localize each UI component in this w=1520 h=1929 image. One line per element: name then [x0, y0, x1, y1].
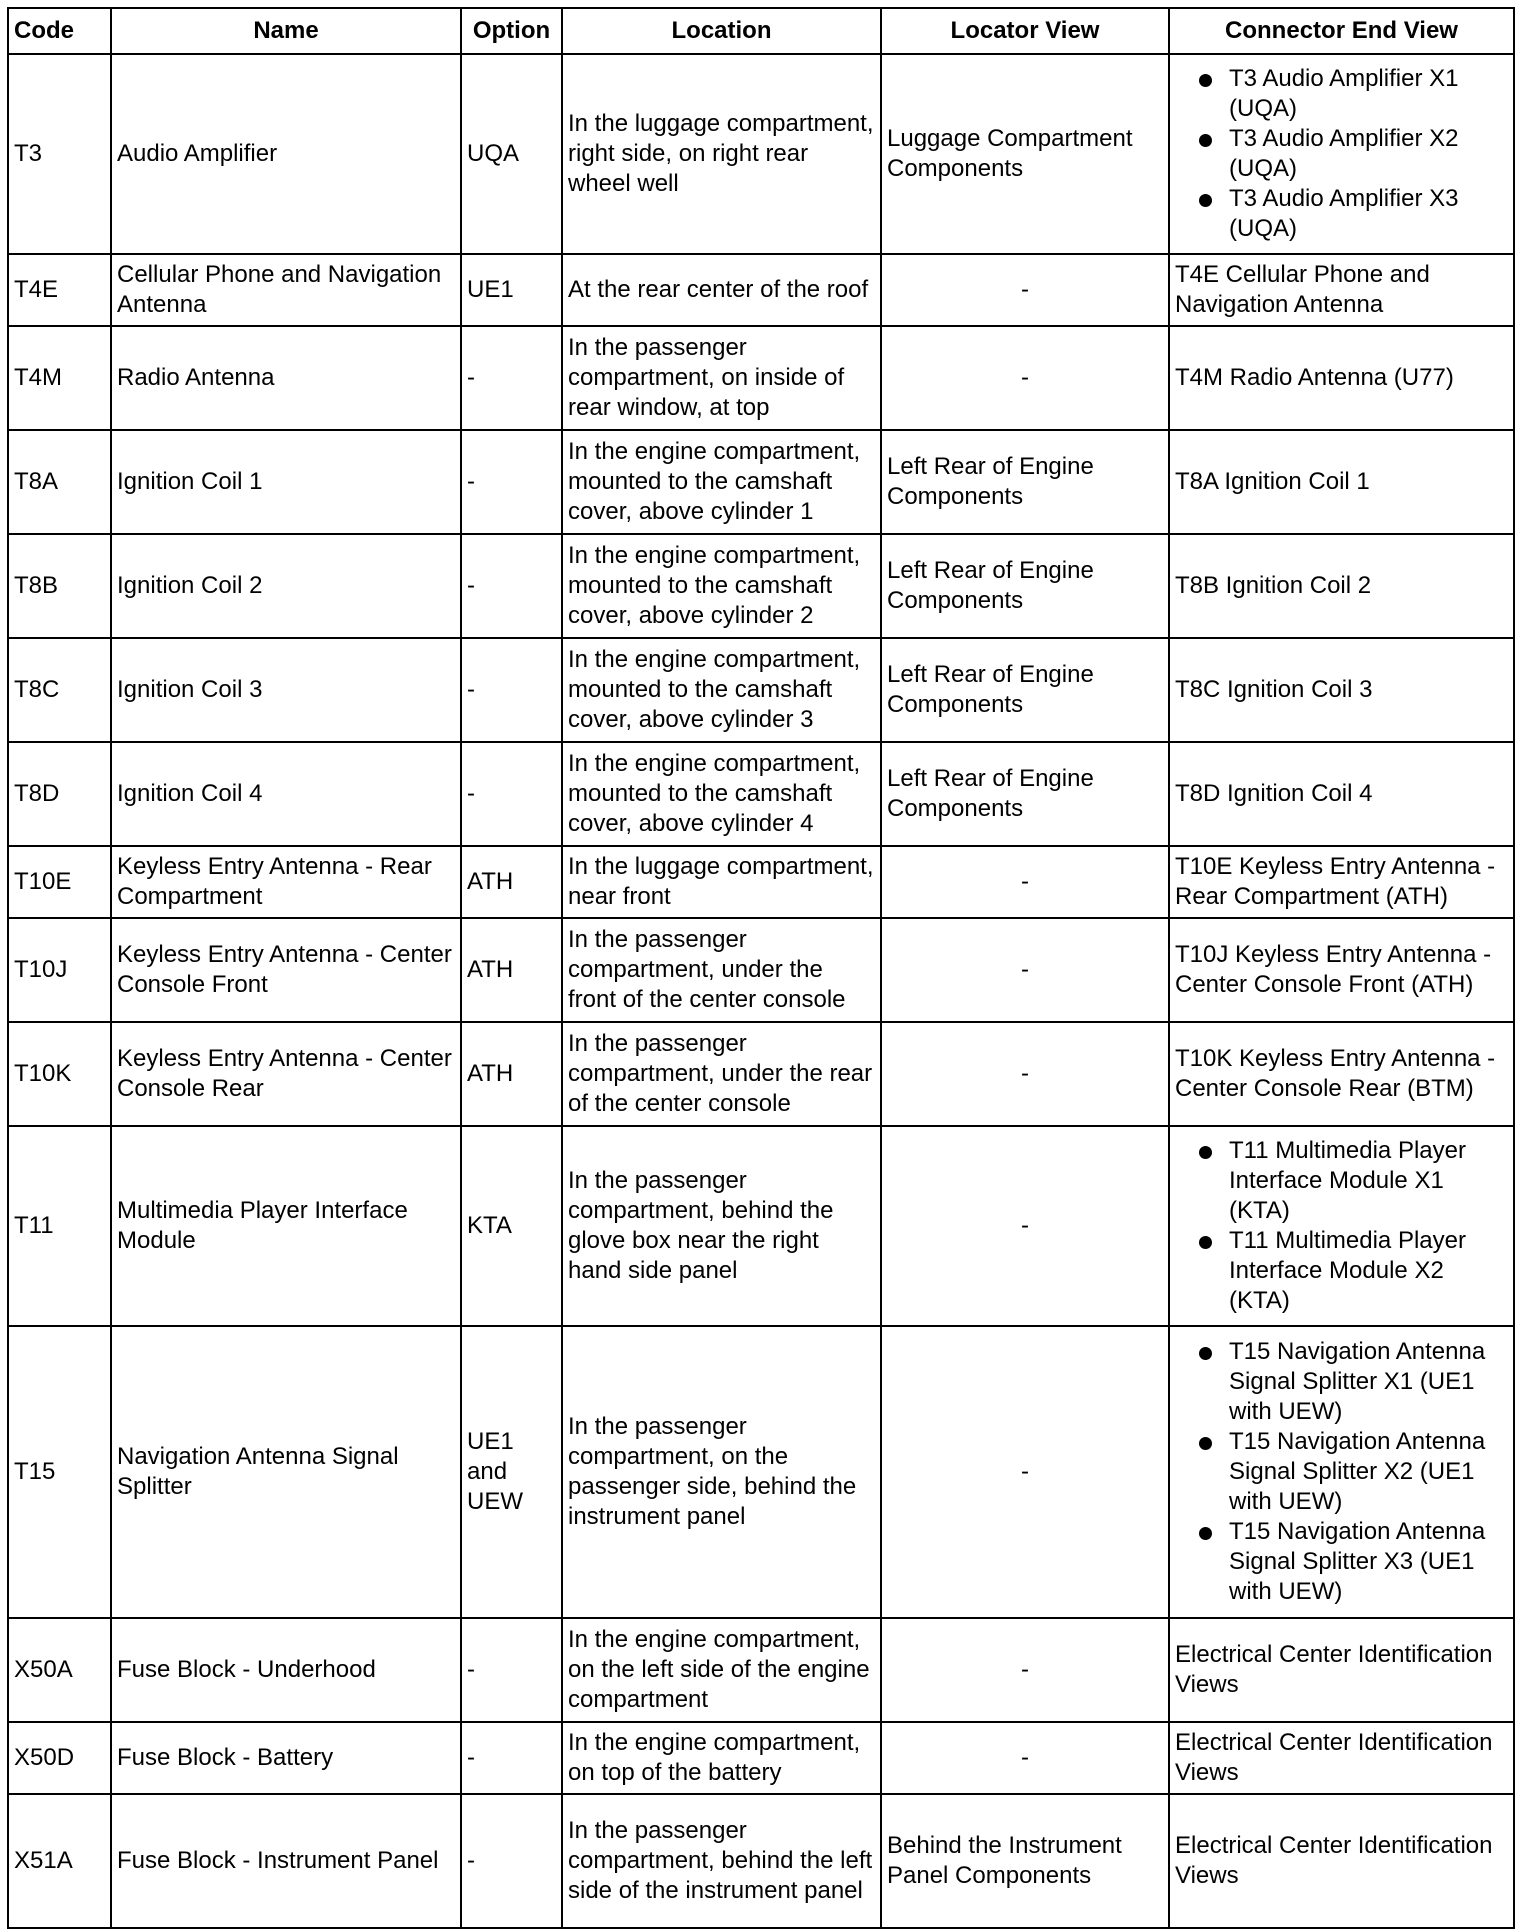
- cell-location: In the engine compartment, mounted to the camshaft cover, above cylinder 3: [562, 638, 881, 742]
- header-row: [8, 8, 1514, 54]
- connector-list-item: T3 Audio Amplifier X1 (UQA): [1175, 64, 1508, 124]
- cell-locator-view: -: [881, 1722, 1169, 1794]
- cell-locator-view: -: [881, 846, 1169, 918]
- cell-name: Cellular Phone and Navigation Antenna: [111, 254, 461, 326]
- connector-list-item: T15 Navigation Antenna Signal Splitter X2 (UE1 with UEW): [1175, 1427, 1508, 1517]
- cell-locator-view: -: [881, 254, 1169, 326]
- cell-location: In the engine compartment, on top of the battery: [562, 1722, 881, 1794]
- cell-name: Navigation Antenna Signal Splitter: [111, 1326, 461, 1618]
- connector-list-item: T3 Audio Amplifier X3 (UQA): [1175, 184, 1508, 244]
- cell-connector-end-view: Electrical Center Identification Views: [1169, 1794, 1514, 1928]
- table-row: [8, 1326, 1514, 1618]
- table-row: [8, 1794, 1514, 1928]
- cell-locator-view: -: [881, 1618, 1169, 1722]
- header-locator-view: Locator View: [881, 8, 1169, 54]
- cell-location: At the rear center of the roof: [562, 254, 881, 326]
- cell-locator-view: Behind the Instrument Panel Components: [881, 1794, 1169, 1928]
- cell-connector-end-view: T4E Cellular Phone and Navigation Antenna: [1169, 254, 1514, 326]
- cell-code: T10K: [8, 1022, 111, 1126]
- cell-locator-view: Left Rear of Engine Components: [881, 742, 1169, 846]
- cell-connector-end-view: Electrical Center Identification Views: [1169, 1618, 1514, 1722]
- cell-connector-end-view: T8A Ignition Coil 1: [1169, 430, 1514, 534]
- cell-locator-view: -: [881, 918, 1169, 1022]
- cell-code: T15: [8, 1326, 111, 1618]
- cell-connector-end-view: T10J Keyless Entry Antenna - Center Console Front (ATH): [1169, 918, 1514, 1022]
- cell-location: In the luggage compartment, near front: [562, 846, 881, 918]
- cell-location: In the passenger compartment, on inside of rear window, at top: [562, 326, 881, 430]
- cell-connector-end-view: T10K Keyless Entry Antenna - Center Console Rear (BTM): [1169, 1022, 1514, 1126]
- cell-name: Audio Amplifier: [111, 54, 461, 254]
- table-row: [8, 846, 1514, 918]
- cell-code: T8B: [8, 534, 111, 638]
- component-table-container: [7, 7, 1513, 1929]
- table-row: [8, 638, 1514, 742]
- table-row: [8, 1022, 1514, 1126]
- cell-option: -: [461, 1794, 562, 1928]
- cell-location: In the passenger compartment, on the passenger side, behind the instrument panel: [562, 1326, 881, 1618]
- cell-connector-end-view: [1169, 1126, 1514, 1326]
- cell-locator-view: Luggage Compartment Components: [881, 54, 1169, 254]
- header-option: Option: [461, 8, 562, 54]
- cell-code: T8D: [8, 742, 111, 846]
- cell-option: -: [461, 1618, 562, 1722]
- cell-option: UE1 and UEW: [461, 1326, 562, 1618]
- cell-option: KTA: [461, 1126, 562, 1326]
- cell-option: -: [461, 742, 562, 846]
- cell-code: T10J: [8, 918, 111, 1022]
- cell-code: T10E: [8, 846, 111, 918]
- cell-location: In the passenger compartment, under the front of the center console: [562, 918, 881, 1022]
- cell-locator-view: Left Rear of Engine Components: [881, 430, 1169, 534]
- cell-code: T4E: [8, 254, 111, 326]
- cell-code: X51A: [8, 1794, 111, 1928]
- connector-list-item: T11 Multimedia Player Interface Module X2 (KTA): [1175, 1226, 1508, 1316]
- table-row: [8, 254, 1514, 326]
- cell-code: T8A: [8, 430, 111, 534]
- cell-name: Ignition Coil 1: [111, 430, 461, 534]
- cell-connector-end-view: T4M Radio Antenna (U77): [1169, 326, 1514, 430]
- header-location: Location: [562, 8, 881, 54]
- cell-connector-end-view: T8C Ignition Coil 3: [1169, 638, 1514, 742]
- cell-option: -: [461, 638, 562, 742]
- cell-connector-end-view: T8D Ignition Coil 4: [1169, 742, 1514, 846]
- cell-option: -: [461, 326, 562, 430]
- cell-name: Keyless Entry Antenna - Center Console Rear: [111, 1022, 461, 1126]
- cell-option: -: [461, 430, 562, 534]
- cell-name: Radio Antenna: [111, 326, 461, 430]
- connector-list-item: T11 Multimedia Player Interface Module X1 (KTA): [1175, 1136, 1508, 1226]
- cell-option: -: [461, 534, 562, 638]
- connector-list-item: T3 Audio Amplifier X2 (UQA): [1175, 124, 1508, 184]
- cell-connector-end-view: [1169, 1326, 1514, 1618]
- cell-code: T11: [8, 1126, 111, 1326]
- cell-connector-end-view: T10E Keyless Entry Antenna - Rear Compartment (ATH): [1169, 846, 1514, 918]
- cell-locator-view: -: [881, 1022, 1169, 1126]
- cell-option: ATH: [461, 918, 562, 1022]
- cell-code: T4M: [8, 326, 111, 430]
- cell-connector-end-view: T8B Ignition Coil 2: [1169, 534, 1514, 638]
- cell-code: T3: [8, 54, 111, 254]
- cell-locator-view: Left Rear of Engine Components: [881, 638, 1169, 742]
- table-row: [8, 430, 1514, 534]
- table-row: [8, 918, 1514, 1022]
- header-code: Code: [8, 8, 111, 54]
- cell-name: Fuse Block - Instrument Panel: [111, 1794, 461, 1928]
- cell-code: T8C: [8, 638, 111, 742]
- cell-location: In the engine compartment, mounted to the camshaft cover, above cylinder 4: [562, 742, 881, 846]
- connector-list-item: T15 Navigation Antenna Signal Splitter X3 (UE1 with UEW): [1175, 1517, 1508, 1607]
- component-locator-table: [7, 7, 1515, 1929]
- cell-option: UE1: [461, 254, 562, 326]
- table-row: [8, 326, 1514, 430]
- cell-location: In the engine compartment, mounted to the camshaft cover, above cylinder 1: [562, 430, 881, 534]
- cell-name: Keyless Entry Antenna - Rear Compartment: [111, 846, 461, 918]
- header-connector-end-view: Connector End View: [1169, 8, 1514, 54]
- cell-name: Multimedia Player Interface Module: [111, 1126, 461, 1326]
- cell-locator-view: -: [881, 1326, 1169, 1618]
- table-row: [8, 1618, 1514, 1722]
- cell-option: ATH: [461, 846, 562, 918]
- cell-option: ATH: [461, 1022, 562, 1126]
- cell-name: Keyless Entry Antenna - Center Console Front: [111, 918, 461, 1022]
- cell-code: X50D: [8, 1722, 111, 1794]
- cell-locator-view: -: [881, 1126, 1169, 1326]
- cell-code: X50A: [8, 1618, 111, 1722]
- connector-list: [1175, 64, 1508, 244]
- cell-connector-end-view: Electrical Center Identification Views: [1169, 1722, 1514, 1794]
- cell-location: In the luggage compartment, right side, on right rear wheel well: [562, 54, 881, 254]
- table-row: [8, 1126, 1514, 1326]
- cell-location: In the engine compartment, on the left side of the engine compartment: [562, 1618, 881, 1722]
- connector-list-item: T15 Navigation Antenna Signal Splitter X1 (UE1 with UEW): [1175, 1337, 1508, 1427]
- cell-name: Ignition Coil 4: [111, 742, 461, 846]
- table-row: [8, 54, 1514, 254]
- cell-option: -: [461, 1722, 562, 1794]
- header-name: Name: [111, 8, 461, 54]
- cell-name: Ignition Coil 3: [111, 638, 461, 742]
- table-row: [8, 1722, 1514, 1794]
- cell-connector-end-view: [1169, 54, 1514, 254]
- cell-name: Fuse Block - Underhood: [111, 1618, 461, 1722]
- cell-name: Ignition Coil 2: [111, 534, 461, 638]
- cell-location: In the engine compartment, mounted to the camshaft cover, above cylinder 2: [562, 534, 881, 638]
- cell-location: In the passenger compartment, behind the glove box near the right hand side panel: [562, 1126, 881, 1326]
- cell-location: In the passenger compartment, under the rear of the center console: [562, 1022, 881, 1126]
- table-row: [8, 534, 1514, 638]
- cell-locator-view: -: [881, 326, 1169, 430]
- cell-name: Fuse Block - Battery: [111, 1722, 461, 1794]
- cell-location: In the passenger compartment, behind the left side of the instrument panel: [562, 1794, 881, 1928]
- cell-locator-view: Left Rear of Engine Components: [881, 534, 1169, 638]
- connector-list: [1175, 1337, 1508, 1607]
- table-body: [8, 54, 1514, 1928]
- cell-option: UQA: [461, 54, 562, 254]
- connector-list: [1175, 1136, 1508, 1316]
- table-row: [8, 742, 1514, 846]
